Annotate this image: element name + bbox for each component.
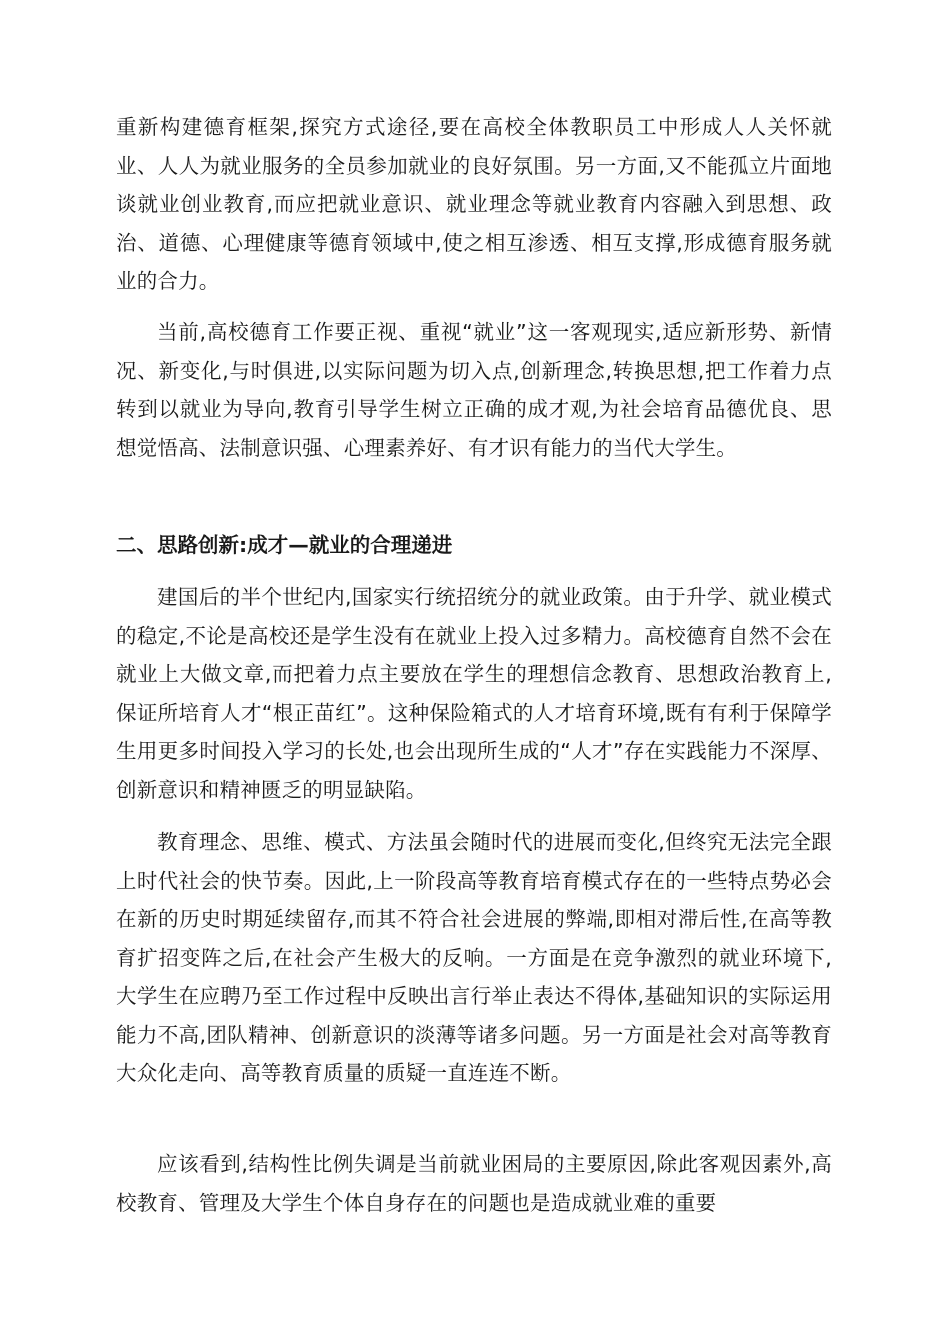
paragraph: [116, 823, 832, 1093]
paragraph: [116, 578, 832, 809]
paragraph-text: 重新构建德育框架,探究方式途径,要在高校全体教职员工中形成人人关怀就业、人人为就业服务的全员参加就业的良好氛围。另一方面,又不能孤立片面地谈就业创业教育,而应把就业意识、就业理念等就业教育内容融入到思想、政治、道德、心理健康等德育领域中,使之相互渗透、相互支撑,形成德育服务就业的合力。: [116, 115, 832, 293]
paragraph: [116, 1145, 832, 1222]
paragraph-text: 应该看到,结构性比例失调是当前就业困局的主要原因,除此客观因素外,高校教育、管理及大学生个体自身存在的问题也是造成就业难的重要: [116, 1152, 832, 1215]
paragraph-continued: [116, 108, 832, 301]
section-heading: 二、思路创新:成才—就业的合理递进: [116, 533, 453, 557]
paragraph: [116, 313, 832, 467]
paragraph-text: 教育理念、思维、模式、方法虽会随时代的进展而变化,但终究无法完全跟上时代社会的快节奏。因此,上一阶段高等教育培育模式存在的一些特点势必会在新的历史时期延续留存,而其不符合社会进展的弊端,即相对滞后性,在高等教育扩招变阵之后,在社会产生极大的反响。一方面是在竞争激烈的就业环境下,大学生在应聘乃至工作过程中反映出言行举止表达不得体,基础知识的实际运用能力不高,团队精神、创新意识的淡薄等诸多问题。另一方面是社会对高等教育大众化走向、高等教育质量的质疑一直连连不断。: [116, 830, 832, 1085]
paragraph-text: 当前,高校德育工作要正视、重视“就业”这一客观现实,适应新形势、新情况、新变化,与时俱进,以实际问题为切入点,创新理念,转换思想,把工作着力点转到以就业为导向,教育引导学生树立正确的成才观,为社会培育品德优良、思想觉悟高、法制意识强、心理素养好、有才识有能力的当代大学生。: [116, 320, 832, 460]
paragraph-text: 建国后的半个世纪内,国家实行统招统分的就业政策。由于升学、就业模式的稳定,不论是高校还是学生没有在就业上投入过多精力。高校德育自然不会在就业上大做文章,而把着力点主要放在学生的理想信念教育、思想政治教育上,保证所培育人才“根正苗红”。这种保险箱式的人才培育环境,既有有利于保障学生用更多时间投入学习的长处,也会出现所生成的“人才”存在实践能力不深厚、创新意识和精神匮乏的明显缺陷。: [116, 585, 832, 802]
